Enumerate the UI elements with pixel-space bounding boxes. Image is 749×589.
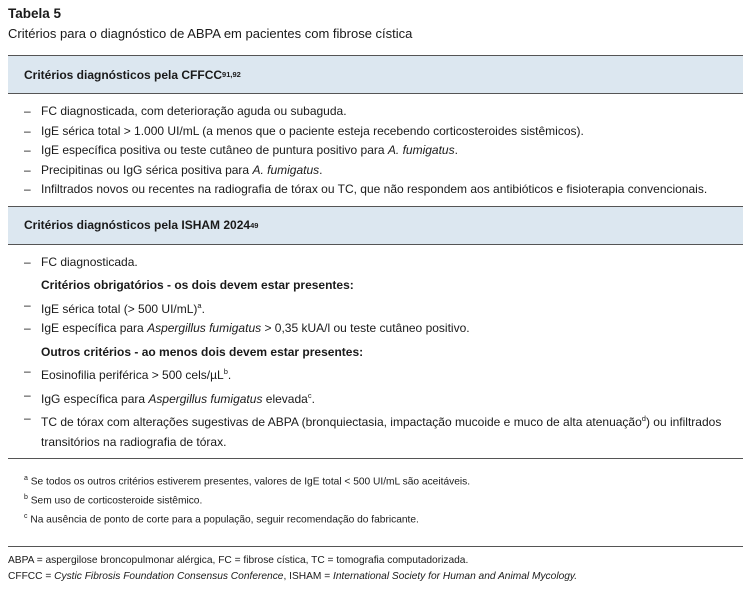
item-text-italic: A. fumigatus bbox=[387, 143, 455, 157]
section-heading-cffcc bbox=[8, 55, 743, 94]
item-text-pre: TC de tórax com alterações sugestivas de ABPA (bronquiectasia, impactação mucoide e muco de alta atenuação bbox=[41, 415, 642, 429]
footnote-mark: c bbox=[24, 512, 28, 520]
mandatory-criteria-heading: Critérios obrigatórios - os dois devem estar presentes: bbox=[41, 278, 354, 292]
item-text bbox=[41, 409, 743, 452]
item-text-end: ) ou infiltrados transitórios na radiografia de tórax. bbox=[41, 415, 722, 449]
item-text-end: . bbox=[227, 368, 232, 382]
item-text-pre: FC diagnosticada, com deterioração aguda ou subaguda. bbox=[41, 104, 347, 118]
abbreviations bbox=[8, 546, 743, 584]
item-text bbox=[41, 296, 743, 320]
section-heading-text: Critérios diagnósticos pela ISHAM 2024 bbox=[24, 218, 251, 232]
footnote bbox=[24, 509, 743, 528]
table-subtitle: Critérios para o diagnóstico de ABPA em pacientes com fibrose cística bbox=[8, 26, 413, 41]
footnote-ref: d bbox=[641, 414, 646, 423]
dash: – bbox=[24, 254, 31, 269]
list-item bbox=[8, 180, 743, 200]
item-text-pre: IgG específica para bbox=[41, 391, 149, 406]
item-text-pre: IgE sérica total (> 500 UI/mL) bbox=[41, 301, 198, 316]
abbr-italic: International Society for Human and Animal Mycology. bbox=[333, 570, 578, 582]
dash: – bbox=[24, 182, 31, 196]
footnote-text: Na ausência de ponto de corte para a população, seguir recomendação do fabricante. bbox=[27, 513, 419, 525]
list-item bbox=[8, 141, 743, 161]
footnote-ref: b bbox=[223, 367, 228, 376]
section-heading-ref: 49 bbox=[250, 220, 259, 230]
item-text bbox=[41, 319, 743, 339]
section-heading-text: Critérios diagnósticos pela CFFCC bbox=[24, 67, 223, 82]
item-text bbox=[41, 161, 743, 181]
list-item bbox=[8, 253, 743, 273]
item-text-italic: A. fumigatus bbox=[252, 162, 320, 177]
item-text bbox=[41, 386, 743, 410]
list-item bbox=[8, 102, 743, 122]
item-text-pre: IgE sérica total > 1.000 UI/mL (a menos que o paciente esteja recebendo corticosteroides sistêmicos). bbox=[41, 123, 584, 138]
isham-criteria-list bbox=[8, 245, 743, 459]
list-item bbox=[8, 409, 743, 452]
footnotes bbox=[8, 459, 743, 535]
table-title: Tabela 5 bbox=[8, 6, 62, 21]
item-text: FC diagnosticada. bbox=[41, 254, 138, 269]
section-heading-isham bbox=[8, 206, 743, 245]
footnote-text: Sem uso de corticosteroide sistêmico. bbox=[27, 495, 203, 507]
item-text-pre: IgE específica positiva ou teste cutâneo de puntura positivo para bbox=[41, 143, 388, 157]
item-text-italic: Aspergillus fumigatus bbox=[147, 321, 262, 335]
item-text bbox=[41, 180, 743, 200]
footnote-ref: a bbox=[197, 300, 202, 310]
footnote-mark: b bbox=[24, 493, 28, 501]
dash: – bbox=[24, 104, 31, 118]
abbreviations-line-2 bbox=[8, 569, 743, 585]
list-item bbox=[8, 362, 743, 386]
item-text bbox=[41, 141, 743, 161]
abbreviations-line-1: ABPA = aspergilose broncopulmonar alérgica, FC = fibrose cística, TC = tomografia computadorizada. bbox=[8, 555, 469, 566]
footnote-ref: c bbox=[307, 390, 312, 400]
list-item bbox=[8, 161, 743, 181]
list-item bbox=[8, 122, 743, 142]
item-text-pre: Eosinofilia periférica > 500 cels/µL bbox=[41, 368, 224, 382]
item-text-end: . bbox=[201, 301, 205, 316]
dash: – bbox=[24, 364, 31, 378]
item-text-end: . bbox=[311, 391, 315, 406]
list-item bbox=[8, 319, 743, 339]
dash: – bbox=[24, 297, 31, 312]
cffcc-criteria-list bbox=[8, 94, 743, 206]
dash: – bbox=[24, 411, 31, 425]
item-text-post: elevada bbox=[262, 391, 308, 406]
item-text-post: . bbox=[454, 143, 458, 157]
abbr-italic: Cystic Fibrosis Foundation Consensus Conference bbox=[54, 570, 284, 582]
other-criteria-heading: Outros critérios - ao menos dois devem estar presentes: bbox=[41, 344, 364, 359]
item-text-pre: Infiltrados novos ou recentes na radiografia de tórax ou TC, que não respondem aos antibióticos e fisioterapia convencionais. bbox=[41, 182, 708, 196]
list-item bbox=[8, 296, 743, 320]
footnote bbox=[24, 490, 743, 509]
item-text-italic: Aspergillus fumigatus bbox=[148, 391, 263, 406]
abbr-text: CFFCC = bbox=[8, 570, 55, 582]
dash: – bbox=[24, 143, 31, 157]
item-text-post: . bbox=[319, 162, 323, 177]
dash: – bbox=[24, 387, 31, 402]
footnote bbox=[24, 471, 743, 490]
footnote-mark: a bbox=[24, 475, 28, 482]
footnote-text: Se todos os outros critérios estiverem presentes, valores de IgE total < 500 UI/mL são aceitáveis. bbox=[27, 476, 471, 488]
item-text-post: > 0,35 kUA/l ou teste cutâneo positivo. bbox=[261, 321, 470, 335]
dash: – bbox=[24, 321, 31, 335]
abbr-text: , ISHAM = bbox=[283, 570, 334, 582]
item-text bbox=[41, 122, 743, 142]
list-item bbox=[8, 386, 743, 410]
criteria-table bbox=[8, 55, 743, 535]
dash: – bbox=[24, 162, 31, 177]
item-text-pre: Precipitinas ou IgG sérica positiva para bbox=[41, 162, 253, 177]
item-text bbox=[41, 102, 743, 122]
dash: – bbox=[24, 123, 31, 138]
section-heading-ref: 91,92 bbox=[222, 70, 241, 79]
item-text bbox=[41, 362, 743, 386]
item-text-pre: IgE específica para bbox=[41, 321, 148, 335]
